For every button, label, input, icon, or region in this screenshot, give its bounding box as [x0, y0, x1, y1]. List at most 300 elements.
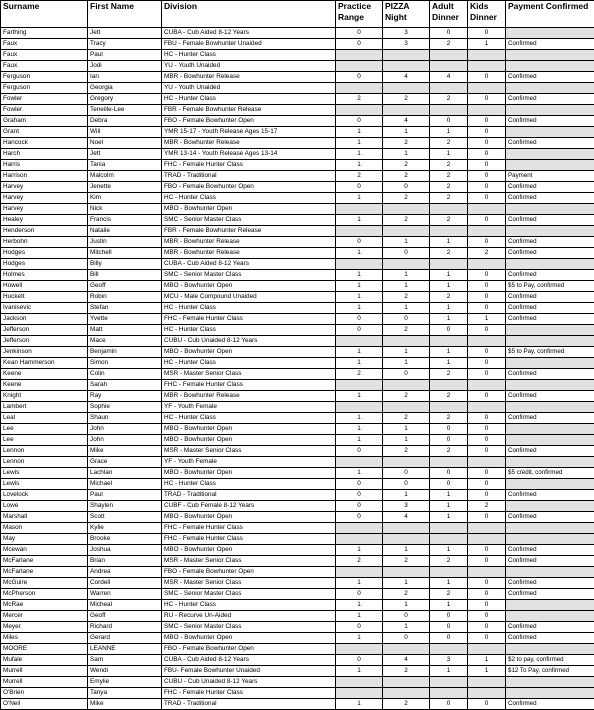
kids-dinner-cell [468, 567, 506, 578]
payment-cell: Confirmed [506, 369, 594, 380]
kids-dinner-cell: 0 [468, 138, 506, 149]
adult-dinner-cell [430, 259, 468, 270]
kids-dinner-cell: 0 [468, 413, 506, 424]
division-cell: MBR - Bowhunter Release [162, 248, 336, 259]
division-cell: MBO - Bowhunter Open [162, 468, 336, 479]
adult-dinner-cell [430, 402, 468, 413]
table-row [1, 468, 594, 479]
payment-cell: Confirmed [506, 545, 594, 556]
surname-cell: Harris [1, 160, 88, 171]
first-name-cell: Shaun [88, 413, 162, 424]
kids-dinner-cell [468, 402, 506, 413]
kids-dinner-cell: 0 [468, 292, 506, 303]
adult-dinner-cell [430, 688, 468, 699]
practice-range-cell: 1 [336, 149, 383, 160]
kids-dinner-cell [468, 534, 506, 545]
table-row [1, 325, 594, 336]
payment-cell: Confirmed [506, 248, 594, 259]
pizza-night-cell: 0 [383, 468, 430, 479]
table-row [1, 501, 594, 512]
practice-range-cell [336, 226, 383, 237]
surname-cell: Hodges [1, 259, 88, 270]
surname-cell: Lewis [1, 479, 88, 490]
kids-dinner-cell: 0 [468, 160, 506, 171]
adult-dinner-cell: 0 [430, 468, 468, 479]
pizza-night-cell: 2 [383, 391, 430, 402]
adult-dinner-cell: 2 [430, 413, 468, 424]
kids-dinner-cell: 0 [468, 468, 506, 479]
first-name-cell: Noel [88, 138, 162, 149]
kids-dinner-cell [468, 688, 506, 699]
table-row [1, 457, 594, 468]
kids-dinner-cell: 0 [468, 446, 506, 457]
division-cell: MBO - Bowhunter Open [162, 633, 336, 644]
surname-cell: Harvey [1, 204, 88, 215]
surname-cell: Lee [1, 435, 88, 446]
kids-dinner-cell [468, 259, 506, 270]
surname-cell: Mercer [1, 611, 88, 622]
practice-range-cell: 1 [336, 545, 383, 556]
adult-dinner-cell: 1 [430, 314, 468, 325]
division-cell: RU - Recurve Un-Aided [162, 611, 336, 622]
division-cell: YF - Youth Female [162, 402, 336, 413]
payment-cell: $5 to Pay, confirmed [506, 281, 594, 292]
practice-range-cell: 1 [336, 248, 383, 259]
first-name-cell: Francis [88, 215, 162, 226]
practice-range-cell [336, 336, 383, 347]
adult-dinner-cell [430, 226, 468, 237]
practice-range-cell: 0 [336, 446, 383, 457]
division-cell: CUBA - Cub Aided 8-12 Years [162, 655, 336, 666]
first-name-cell: Simon [88, 358, 162, 369]
division-cell: FHC - Female Hunter Class [162, 314, 336, 325]
table-row [1, 204, 594, 215]
practice-range-cell [336, 534, 383, 545]
pizza-night-cell: 2 [383, 325, 430, 336]
adult-dinner-cell: 0 [430, 479, 468, 490]
division-cell: FHC - Female Hunter Class [162, 534, 336, 545]
table-row [1, 149, 594, 160]
first-name-cell: Mitchell [88, 248, 162, 259]
table-row [1, 94, 594, 105]
payment-cell [506, 83, 594, 94]
practice-range-cell: 2 [336, 94, 383, 105]
adult-dinner-cell: 0 [430, 699, 468, 710]
table-row [1, 347, 594, 358]
adult-dinner-cell [430, 457, 468, 468]
practice-range-cell: 1 [336, 413, 383, 424]
division-cell: HC - Hunter Class [162, 50, 336, 61]
practice-range-cell [336, 402, 383, 413]
first-name-cell: Gerard [88, 633, 162, 644]
kids-dinner-cell [468, 380, 506, 391]
table-row [1, 622, 594, 633]
header-payment-confirmed: Payment Confirmed [506, 1, 594, 28]
division-cell: CUBA - Cub Aided 8-12 Years [162, 259, 336, 270]
payment-cell: Confirmed [506, 116, 594, 127]
payment-cell: Confirmed [506, 622, 594, 633]
table-row [1, 303, 594, 314]
payment-cell [506, 424, 594, 435]
kids-dinner-cell: 0 [468, 556, 506, 567]
pizza-night-cell: 0 [383, 248, 430, 259]
adult-dinner-cell: 0 [430, 28, 468, 39]
first-name-cell: Justin [88, 237, 162, 248]
table-row [1, 292, 594, 303]
payment-cell [506, 644, 594, 655]
surname-cell: Meyer [1, 622, 88, 633]
pizza-night-cell [383, 259, 430, 270]
pizza-night-cell: 1 [383, 149, 430, 160]
pizza-night-cell: 1 [383, 600, 430, 611]
first-name-cell: Teneille-Lee [88, 105, 162, 116]
first-name-cell: Geoff [88, 611, 162, 622]
pizza-night-cell: 2 [383, 215, 430, 226]
practice-range-cell: 1 [336, 611, 383, 622]
table-row [1, 512, 594, 523]
table-row [1, 281, 594, 292]
payment-cell: Confirmed [506, 633, 594, 644]
payment-cell [506, 688, 594, 699]
practice-range-cell: 1 [336, 215, 383, 226]
first-name-cell: Ray [88, 391, 162, 402]
kids-dinner-cell: 0 [468, 270, 506, 281]
first-name-cell: Sophie [88, 402, 162, 413]
payment-cell: Confirmed [506, 270, 594, 281]
practice-range-cell: 0 [336, 512, 383, 523]
adult-dinner-cell [430, 567, 468, 578]
practice-range-cell [336, 61, 383, 72]
surname-cell: Lennon [1, 457, 88, 468]
pizza-night-cell: 2 [383, 94, 430, 105]
pizza-night-cell: 0 [383, 479, 430, 490]
division-cell: MBR - Bowhunter Release [162, 237, 336, 248]
pizza-night-cell: 0 [383, 314, 430, 325]
division-cell: FBR - Female Bowhunter Release [162, 105, 336, 116]
payment-cell [506, 204, 594, 215]
payment-cell: Confirmed [506, 413, 594, 424]
division-cell: MBO - Bowhunter Open [162, 435, 336, 446]
table-row [1, 127, 594, 138]
table-row [1, 226, 594, 237]
adult-dinner-cell: 2 [430, 556, 468, 567]
adult-dinner-cell [430, 336, 468, 347]
adult-dinner-cell [430, 61, 468, 72]
practice-range-cell: 2 [336, 556, 383, 567]
kids-dinner-cell: 2 [468, 248, 506, 259]
kids-dinner-cell: 0 [468, 149, 506, 160]
practice-range-cell: 1 [336, 358, 383, 369]
first-name-cell: Jett [88, 28, 162, 39]
payment-cell: Confirmed [506, 446, 594, 457]
payment-cell [506, 127, 594, 138]
pizza-night-cell [383, 534, 430, 545]
pizza-night-cell [383, 402, 430, 413]
division-cell: YF - Youth Female [162, 457, 336, 468]
first-name-cell: Benjamin [88, 347, 162, 358]
division-cell: HC - Hunter Class [162, 479, 336, 490]
adult-dinner-cell: 1 [430, 600, 468, 611]
adult-dinner-cell: 0 [430, 611, 468, 622]
adult-dinner-cell: 1 [430, 578, 468, 589]
first-name-cell: Matt [88, 325, 162, 336]
first-name-cell: Yvette [88, 314, 162, 325]
pizza-night-cell: 2 [383, 446, 430, 457]
first-name-cell: Gregory [88, 94, 162, 105]
kids-dinner-cell: 0 [468, 116, 506, 127]
kids-dinner-cell: 1 [468, 39, 506, 50]
practice-range-cell: 0 [336, 479, 383, 490]
adult-dinner-cell: 2 [430, 391, 468, 402]
kids-dinner-cell: 0 [468, 325, 506, 336]
first-name-cell: Scott [88, 512, 162, 523]
payment-cell: $2 to pay, confirmed [506, 655, 594, 666]
first-name-cell: Robin [88, 292, 162, 303]
table-row [1, 160, 594, 171]
kids-dinner-cell [468, 204, 506, 215]
practice-range-cell: 1 [336, 127, 383, 138]
surname-cell: Harch [1, 149, 88, 160]
first-name-cell: Mike [88, 699, 162, 710]
adult-dinner-cell: 2 [430, 446, 468, 457]
first-name-cell: Sam [88, 655, 162, 666]
surname-cell: Ferguson [1, 83, 88, 94]
division-cell: SMC - Senior Master Class [162, 270, 336, 281]
first-name-cell: Micheal [88, 600, 162, 611]
kids-dinner-cell [468, 457, 506, 468]
adult-dinner-cell: 2 [430, 182, 468, 193]
payment-cell: Confirmed [506, 391, 594, 402]
table-row [1, 116, 594, 127]
table-body [1, 28, 594, 710]
payment-cell: Confirmed [506, 589, 594, 600]
division-cell: CUBU - Cub Unaided 8-12 Years [162, 336, 336, 347]
table-row [1, 391, 594, 402]
surname-cell: Ivanisevic [1, 303, 88, 314]
practice-range-cell: 0 [336, 28, 383, 39]
division-cell: MBO - Bowhunter Open [162, 347, 336, 358]
kids-dinner-cell: 0 [468, 28, 506, 39]
surname-cell: Jefferson [1, 336, 88, 347]
table-row [1, 424, 594, 435]
pizza-night-cell [383, 644, 430, 655]
pizza-night-cell: 2 [383, 589, 430, 600]
table-row [1, 633, 594, 644]
pizza-night-cell: 1 [383, 545, 430, 556]
payment-cell [506, 336, 594, 347]
practice-range-cell: 1 [336, 578, 383, 589]
practice-range-cell: 1 [336, 138, 383, 149]
pizza-night-cell [383, 688, 430, 699]
first-name-cell: Georgia [88, 83, 162, 94]
adult-dinner-cell: 2 [430, 94, 468, 105]
pizza-night-cell: 2 [383, 666, 430, 677]
kids-dinner-cell: 0 [468, 94, 506, 105]
table-row [1, 589, 594, 600]
kids-dinner-cell: 0 [468, 435, 506, 446]
kids-dinner-cell: 0 [468, 171, 506, 182]
surname-cell: McFarlane [1, 567, 88, 578]
kids-dinner-cell: 0 [468, 127, 506, 138]
kids-dinner-cell [468, 226, 506, 237]
adult-dinner-cell: 1 [430, 149, 468, 160]
kids-dinner-cell [468, 644, 506, 655]
payment-cell [506, 435, 594, 446]
payment-cell [506, 402, 594, 413]
header-pizza-night: PIZZA Night [383, 1, 430, 28]
adult-dinner-cell: 2 [430, 292, 468, 303]
kids-dinner-cell: 0 [468, 578, 506, 589]
kids-dinner-cell [468, 105, 506, 116]
division-cell: MCU - Male Compound Unaided [162, 292, 336, 303]
practice-range-cell: 1 [336, 303, 383, 314]
practice-range-cell: 1 [336, 391, 383, 402]
table-row [1, 402, 594, 413]
first-name-cell: Lachlan [88, 468, 162, 479]
practice-range-cell: 1 [336, 699, 383, 710]
first-name-cell: Bill [88, 270, 162, 281]
adult-dinner-cell: 1 [430, 666, 468, 677]
pizza-night-cell [383, 677, 430, 688]
surname-cell: Hodges [1, 248, 88, 259]
payment-cell [506, 226, 594, 237]
division-cell: FHC - Female Hunter Class [162, 160, 336, 171]
first-name-cell: Geoff [88, 281, 162, 292]
division-cell: SMC - Senior Master Class [162, 622, 336, 633]
adult-dinner-cell: 0 [430, 622, 468, 633]
practice-range-cell: 0 [336, 490, 383, 501]
practice-range-cell [336, 83, 383, 94]
payment-cell: Confirmed [506, 138, 594, 149]
surname-cell: Fowler [1, 105, 88, 116]
surname-cell: Kean Hammerson [1, 358, 88, 369]
surname-cell: Keene [1, 369, 88, 380]
practice-range-cell: 1 [336, 435, 383, 446]
payment-cell: $5 to Pay, confirmed [506, 347, 594, 358]
first-name-cell: Tania [88, 160, 162, 171]
kids-dinner-cell: 0 [468, 600, 506, 611]
surname-cell: McFarlane [1, 556, 88, 567]
header-surname: Surname [1, 1, 88, 28]
first-name-cell: Tracy [88, 39, 162, 50]
pizza-night-cell: 4 [383, 512, 430, 523]
kids-dinner-cell: 0 [468, 424, 506, 435]
first-name-cell: Richard [88, 622, 162, 633]
pizza-night-cell: 1 [383, 237, 430, 248]
kids-dinner-cell [468, 50, 506, 61]
division-cell: SMC - Senior Master Class [162, 215, 336, 226]
first-name-cell: Wendi [88, 666, 162, 677]
payment-cell [506, 380, 594, 391]
division-cell: YMR 15-17 - Youth Release Ages 15-17 [162, 127, 336, 138]
table-row [1, 270, 594, 281]
division-cell: MSR - Master Senior Class [162, 578, 336, 589]
division-cell: MBO - Bowhunter Open [162, 204, 336, 215]
division-cell: FHC - Female Hunter Class [162, 523, 336, 534]
adult-dinner-cell: 1 [430, 270, 468, 281]
kids-dinner-cell: 1 [468, 314, 506, 325]
pizza-night-cell: 4 [383, 72, 430, 83]
pizza-night-cell: 1 [383, 490, 430, 501]
kids-dinner-cell [468, 83, 506, 94]
practice-range-cell [336, 204, 383, 215]
adult-dinner-cell [430, 644, 468, 655]
kids-dinner-cell: 0 [468, 611, 506, 622]
practice-range-cell [336, 105, 383, 116]
payment-cell [506, 567, 594, 578]
kids-dinner-cell: 0 [468, 391, 506, 402]
surname-cell: Mason [1, 523, 88, 534]
surname-cell: Holmes [1, 270, 88, 281]
table-row [1, 105, 594, 116]
table-row [1, 600, 594, 611]
first-name-cell: Kylie [88, 523, 162, 534]
division-cell: FBR - Female Bowhunter Release [162, 226, 336, 237]
division-cell: CUBF - Cub Female 8-12 Years [162, 501, 336, 512]
surname-cell: O'Brien [1, 688, 88, 699]
surname-cell: Leal [1, 413, 88, 424]
division-cell: FBU - Female Bowhunter Unaided [162, 39, 336, 50]
adult-dinner-cell [430, 204, 468, 215]
first-name-cell: Warren [88, 589, 162, 600]
kids-dinner-cell: 1 [468, 666, 506, 677]
adult-dinner-cell: 2 [430, 369, 468, 380]
division-cell: MSR - Master Senior Class [162, 369, 336, 380]
practice-range-cell: 1 [336, 424, 383, 435]
first-name-cell: Paul [88, 490, 162, 501]
kids-dinner-cell: 0 [468, 490, 506, 501]
practice-range-cell: 2 [336, 369, 383, 380]
practice-range-cell: 0 [336, 314, 383, 325]
table-row [1, 556, 594, 567]
payment-cell: Confirmed [506, 193, 594, 204]
practice-range-cell [336, 259, 383, 270]
table-row [1, 523, 594, 534]
surname-cell: Lewis [1, 468, 88, 479]
practice-range-cell: 2 [336, 171, 383, 182]
division-cell: MBR - Bowhunter Release [162, 72, 336, 83]
pizza-night-cell [383, 204, 430, 215]
kids-dinner-cell: 0 [468, 72, 506, 83]
pizza-night-cell: 2 [383, 413, 430, 424]
pizza-night-cell [383, 457, 430, 468]
pizza-night-cell: 1 [383, 578, 430, 589]
table-row [1, 534, 594, 545]
pizza-night-cell: 1 [383, 358, 430, 369]
pizza-night-cell: 1 [383, 270, 430, 281]
table-row [1, 611, 594, 622]
practice-range-cell: 1 [336, 193, 383, 204]
payment-cell [506, 149, 594, 160]
first-name-cell: Colin [88, 369, 162, 380]
adult-dinner-cell: 2 [430, 215, 468, 226]
surname-cell: Keene [1, 380, 88, 391]
kids-dinner-cell: 0 [468, 589, 506, 600]
surname-cell: Knight [1, 391, 88, 402]
payment-cell: Confirmed [506, 303, 594, 314]
payment-cell [506, 50, 594, 61]
division-cell: TRAD - Traditional [162, 490, 336, 501]
payment-cell: Confirmed [506, 182, 594, 193]
table-row [1, 138, 594, 149]
surname-cell: Murrell [1, 666, 88, 677]
pizza-night-cell [383, 83, 430, 94]
practice-range-cell: 1 [336, 633, 383, 644]
practice-range-cell [336, 380, 383, 391]
practice-range-cell: 0 [336, 182, 383, 193]
first-name-cell: Tanya [88, 688, 162, 699]
pizza-night-cell: 2 [383, 699, 430, 710]
